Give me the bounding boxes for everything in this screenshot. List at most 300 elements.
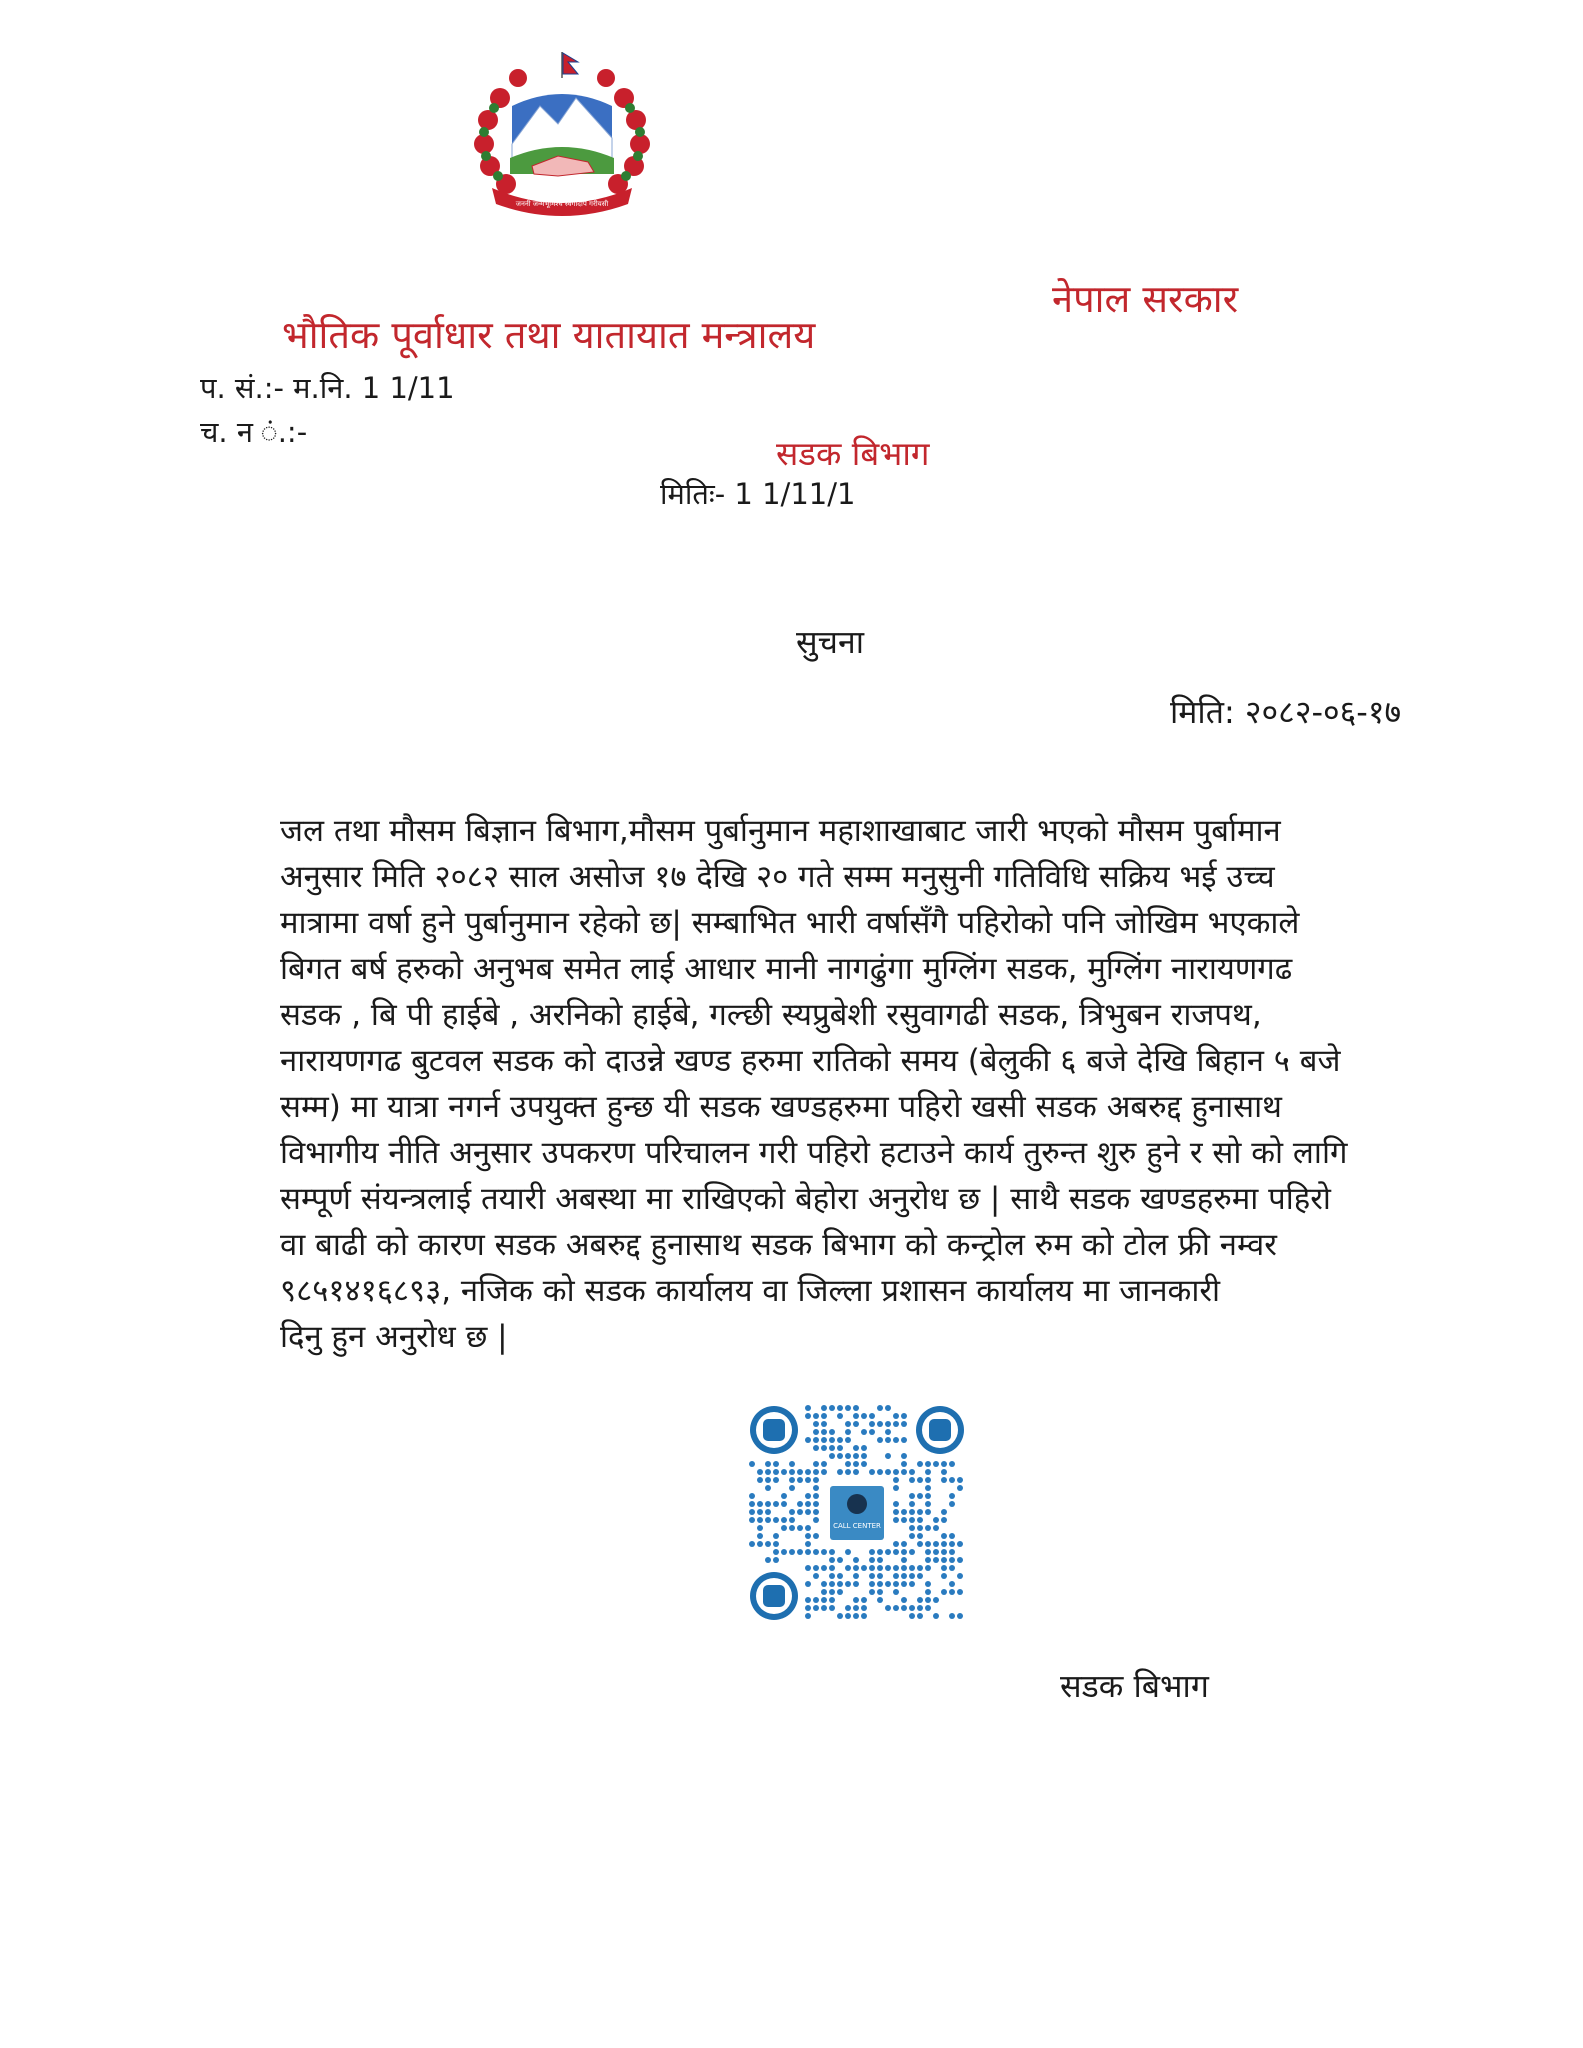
- qr-dot: [893, 1549, 899, 1555]
- qr-dot: [925, 1557, 931, 1563]
- qr-dot: [821, 1565, 827, 1571]
- qr-dot: [853, 1469, 859, 1475]
- qr-dot: [829, 1597, 835, 1603]
- qr-dot: [765, 1469, 771, 1475]
- qr-dot: [805, 1541, 811, 1547]
- qr-dot: [893, 1517, 899, 1523]
- qr-dot: [821, 1605, 827, 1611]
- qr-dot: [829, 1429, 835, 1435]
- qr-dot: [781, 1525, 787, 1531]
- qr-dot: [909, 1605, 915, 1611]
- qr-dot: [901, 1581, 907, 1587]
- qr-dot: [949, 1541, 955, 1547]
- qr-dot: [829, 1565, 835, 1571]
- qr-dot: [797, 1501, 803, 1507]
- reference-number: प. सं.:- म.नि. 1 1/11: [200, 371, 455, 405]
- qr-dot: [949, 1581, 955, 1587]
- qr-dot: [877, 1581, 883, 1587]
- qr-dot: [821, 1413, 827, 1419]
- qr-dot: [941, 1477, 947, 1483]
- qr-dot: [893, 1589, 899, 1595]
- qr-dot: [957, 1485, 963, 1491]
- qr-dot: [805, 1549, 811, 1555]
- qr-dot: [845, 1605, 851, 1611]
- qr-dot: [821, 1445, 827, 1451]
- qr-dot: [941, 1541, 947, 1547]
- qr-dot: [917, 1565, 923, 1571]
- qr-dot: [957, 1573, 963, 1579]
- qr-dot: [917, 1477, 923, 1483]
- qr-dot: [949, 1565, 955, 1571]
- qr-dot: [773, 1501, 779, 1507]
- qr-dot: [877, 1597, 883, 1603]
- qr-dot: [813, 1413, 819, 1419]
- qr-dot: [805, 1525, 811, 1531]
- qr-dot: [885, 1549, 891, 1555]
- qr-dot: [893, 1605, 899, 1611]
- qr-dot: [805, 1501, 811, 1507]
- qr-dot: [901, 1549, 907, 1555]
- qr-dot: [789, 1525, 795, 1531]
- qr-dot: [845, 1613, 851, 1619]
- qr-dot: [797, 1549, 803, 1555]
- qr-dot: [901, 1541, 907, 1547]
- qr-dot: [797, 1477, 803, 1483]
- qr-dot: [869, 1421, 875, 1427]
- qr-dot: [773, 1461, 779, 1467]
- qr-dot: [869, 1549, 875, 1555]
- qr-dot: [773, 1533, 779, 1539]
- qr-dot: [813, 1445, 819, 1451]
- qr-dot: [901, 1437, 907, 1443]
- qr-dot: [853, 1413, 859, 1419]
- qr-dot: [837, 1613, 843, 1619]
- qr-dot: [757, 1517, 763, 1523]
- body-line: सम्म) मा यात्रा नगर्न उपयुक्त हुन्छ यी सडक खण्डहरुमा पहिरो खसी सडक अबरुद्द हुनासाथ: [280, 1089, 1282, 1125]
- qr-dot: [933, 1597, 939, 1603]
- qr-dot: [853, 1605, 859, 1611]
- body-line: सम्पूर्ण संयन्त्रलाई तयारी अबस्था मा राखिएको बेहोरा अनुरोध छ | साथै सडक खण्डहरुमा पहिरो: [280, 1181, 1331, 1217]
- qr-dot: [877, 1469, 883, 1475]
- qr-dot: [837, 1469, 843, 1475]
- qr-dot: [781, 1469, 787, 1475]
- qr-dot: [853, 1613, 859, 1619]
- qr-dot: [837, 1589, 843, 1595]
- qr-dot: [885, 1469, 891, 1475]
- qr-dot: [765, 1461, 771, 1467]
- qr-dot: [869, 1581, 875, 1587]
- qr-dot: [757, 1469, 763, 1475]
- qr-dot: [949, 1589, 955, 1595]
- qr-dot: [909, 1525, 915, 1531]
- qr-dot: [893, 1565, 899, 1571]
- qr-dot: [837, 1445, 843, 1451]
- qr-dot: [829, 1573, 835, 1579]
- qr-dot: [757, 1509, 763, 1515]
- qr-dot: [917, 1605, 923, 1611]
- qr-dot: [917, 1509, 923, 1515]
- qr-dot: [813, 1477, 819, 1483]
- qr-dot: [861, 1613, 867, 1619]
- qr-dot: [901, 1469, 907, 1475]
- qr-dot: [901, 1517, 907, 1523]
- qr-dot: [821, 1589, 827, 1595]
- qr-dot: [885, 1565, 891, 1571]
- qr-dot: [773, 1541, 779, 1547]
- qr-dot: [909, 1573, 915, 1579]
- qr-dot: [749, 1493, 755, 1499]
- qr-dot: [901, 1605, 907, 1611]
- qr-dot: [909, 1549, 915, 1555]
- qr-dot: [829, 1581, 835, 1587]
- qr-dot: [853, 1461, 859, 1467]
- qr-dot: [917, 1517, 923, 1523]
- qr-dot: [821, 1437, 827, 1443]
- qr-dot: [909, 1565, 915, 1571]
- qr-dot: [765, 1485, 771, 1491]
- qr-dot: [813, 1533, 819, 1539]
- qr-dot: [821, 1405, 827, 1411]
- qr-dot: [885, 1605, 891, 1611]
- qr-dot: [797, 1469, 803, 1475]
- qr-dot: [829, 1437, 835, 1443]
- qr-dot: [893, 1413, 899, 1419]
- qr-dot: [925, 1597, 931, 1603]
- qr-dot: [957, 1589, 963, 1595]
- qr-dot: [949, 1493, 955, 1499]
- qr-dot: [941, 1517, 947, 1523]
- qr-dot: [797, 1509, 803, 1515]
- qr-dot: [941, 1549, 947, 1555]
- qr-dot: [837, 1413, 843, 1419]
- qr-dot: [781, 1501, 787, 1507]
- qr-dot: [901, 1461, 907, 1467]
- body-line: नारायणगढ बुटवल सडक को दाउन्ने खण्ड हरुमा रातिको समय (बेलुकी ६ बजे देखि बिहान ५ बजे: [280, 1043, 1341, 1079]
- qr-dot: [933, 1541, 939, 1547]
- qr-dot: [789, 1549, 795, 1555]
- qr-dot: [861, 1605, 867, 1611]
- qr-dot: [925, 1477, 931, 1483]
- qr-dot: [805, 1581, 811, 1587]
- qr-dot: [757, 1477, 763, 1483]
- qr-dot: [845, 1405, 851, 1411]
- qr-dot: [925, 1565, 931, 1571]
- qr-dot: [773, 1549, 779, 1555]
- qr-dot: [789, 1469, 795, 1475]
- body-line: जल तथा मौसम बिज्ञान बिभाग,मौसम पुर्बानुमान महाशाखाबाट जारी भएको मौसम पुर्बामान: [280, 813, 1281, 849]
- qr-dot: [933, 1557, 939, 1563]
- qr-dot: [877, 1405, 883, 1411]
- qr-dot: [749, 1517, 755, 1523]
- qr-dot: [893, 1477, 899, 1483]
- qr-dot: [829, 1445, 835, 1451]
- qr-dot: [805, 1405, 811, 1411]
- qr-dot: [781, 1517, 787, 1523]
- qr-dot: [845, 1565, 851, 1571]
- qr-dot: [893, 1509, 899, 1515]
- qr-dot: [813, 1421, 819, 1427]
- qr-dot: [925, 1501, 931, 1507]
- qr-dot: [789, 1485, 795, 1491]
- qr-dot: [829, 1453, 835, 1459]
- qr-dot: [781, 1549, 787, 1555]
- qr-dot: [813, 1437, 819, 1443]
- qr-dot: [909, 1533, 915, 1539]
- qr-dot: [821, 1469, 827, 1475]
- qr-dot: [909, 1501, 915, 1507]
- qr-dot: [837, 1557, 843, 1563]
- qr-dot: [845, 1549, 851, 1555]
- qr-dot: [805, 1565, 811, 1571]
- qr-dot: [925, 1509, 931, 1515]
- qr-dot: [877, 1557, 883, 1563]
- qr-dot: [789, 1517, 795, 1523]
- notice-date: मिति: २०८२-०६-१७: [1170, 693, 1402, 731]
- qr-dot: [877, 1573, 883, 1579]
- qr-dot: [893, 1573, 899, 1579]
- qr-dot: [885, 1453, 891, 1459]
- qr-dot: [949, 1501, 955, 1507]
- qr-dot: [789, 1477, 795, 1483]
- qr-dot: [813, 1461, 819, 1467]
- qr-dot: [885, 1581, 891, 1587]
- qr-dot: [925, 1493, 931, 1499]
- qr-dot: [813, 1501, 819, 1507]
- svg-text:जननी जन्मभूमिश्च स्वर्गादपि गर: जननी जन्मभूमिश्च स्वर्गादपि गरीयसी: [515, 200, 609, 208]
- qr-dot: [765, 1501, 771, 1507]
- qr-dot: [837, 1437, 843, 1443]
- qr-dot: [869, 1573, 875, 1579]
- qr-dot: [933, 1613, 939, 1619]
- qr-dot: [829, 1405, 835, 1411]
- qr-dot: [909, 1517, 915, 1523]
- qr-dot: [765, 1509, 771, 1515]
- qr-dot: [821, 1597, 827, 1603]
- government-heading: नेपाल सरकार: [1052, 277, 1239, 321]
- qr-dot: [749, 1541, 755, 1547]
- qr-dot: [901, 1573, 907, 1579]
- qr-dot: [949, 1613, 955, 1619]
- qr-dot: [805, 1477, 811, 1483]
- qr-dot: [829, 1589, 835, 1595]
- qr-dot: [925, 1469, 931, 1475]
- qr-dot: [765, 1541, 771, 1547]
- qr-dot: [901, 1413, 907, 1419]
- qr-label: CALL CENTER: [833, 1522, 881, 1530]
- qr-dot: [941, 1565, 947, 1571]
- qr-dot: [893, 1541, 899, 1547]
- qr-dot: [813, 1549, 819, 1555]
- qr-dot: [949, 1477, 955, 1483]
- qr-dot: [893, 1485, 899, 1491]
- qr-dot: [885, 1421, 891, 1427]
- qr-dot: [765, 1517, 771, 1523]
- qr-dot: [901, 1421, 907, 1427]
- qr-dot: [933, 1517, 939, 1523]
- qr-dot: [917, 1493, 923, 1499]
- qr-dot: [773, 1557, 779, 1563]
- qr-dot: [757, 1525, 763, 1531]
- qr-dot: [861, 1413, 867, 1419]
- qr-dot: [805, 1469, 811, 1475]
- qr-dot: [813, 1517, 819, 1523]
- body-line: विभागीय नीति अनुसार उपकरण परिचालन गरी पहिरो हटाउने कार्य तुरुन्त शुरु हुने र सो को लागि: [280, 1135, 1348, 1171]
- qr-dot: [925, 1461, 931, 1467]
- qr-dot: [933, 1549, 939, 1555]
- qr-dot: [909, 1477, 915, 1483]
- qr-dot: [813, 1565, 819, 1571]
- qr-dot: [837, 1581, 843, 1587]
- qr-dot: [813, 1469, 819, 1475]
- qr-dot: [853, 1573, 859, 1579]
- qr-dot: [957, 1541, 963, 1547]
- qr-dot: [845, 1453, 851, 1459]
- qr-dot: [813, 1429, 819, 1435]
- qr-dot: [925, 1549, 931, 1555]
- qr-dot: [845, 1429, 851, 1435]
- qr-dot: [885, 1429, 891, 1435]
- header-date: मितिः- 1 1/11/1: [660, 477, 856, 511]
- qr-dot: [893, 1421, 899, 1427]
- qr-dot: [853, 1597, 859, 1603]
- qr-dot: [877, 1549, 883, 1555]
- body-line: अनुसार मिति २०८२ साल असोज १७ देखि २० गते सम्म मनुसुनी गतिविधि सक्रिय भई उच्च: [280, 859, 1275, 895]
- qr-dot: [957, 1557, 963, 1563]
- qr-dot: [877, 1589, 883, 1595]
- qr-dot: [909, 1509, 915, 1515]
- qr-dot: [853, 1565, 859, 1571]
- qr-dot: [869, 1429, 875, 1435]
- qr-dot: [925, 1485, 931, 1491]
- qr-dot: [861, 1445, 867, 1451]
- qr-dot: [749, 1461, 755, 1467]
- qr-dot: [861, 1461, 867, 1467]
- qr-dot: [821, 1581, 827, 1587]
- body-line: सडक , बि पी हाईबे , अरनिको हाईबे, गल्छी स्यप्रुबेशी रसुवागढी सडक, त्रिभुबन राजपथ,: [280, 997, 1262, 1033]
- qr-dot: [821, 1461, 827, 1467]
- qr-dot: [821, 1549, 827, 1555]
- qr-dot: [837, 1453, 843, 1459]
- qr-dot: [797, 1525, 803, 1531]
- qr-dot: [861, 1453, 867, 1459]
- qr-dot: [933, 1461, 939, 1467]
- qr-dot: [845, 1421, 851, 1427]
- qr-dot: [949, 1533, 955, 1539]
- qr-dot: [909, 1469, 915, 1475]
- qr-dot: [749, 1509, 755, 1515]
- qr-dot: [925, 1605, 931, 1611]
- qr-dot: [901, 1453, 907, 1459]
- qr-dot: [757, 1533, 763, 1539]
- qr-dot: [901, 1557, 907, 1563]
- qr-dot: [893, 1501, 899, 1507]
- qr-dot: [749, 1501, 755, 1507]
- qr-dot: [917, 1525, 923, 1531]
- qr-dot: [805, 1509, 811, 1515]
- qr-dot: [893, 1469, 899, 1475]
- qr-dot: [901, 1597, 907, 1603]
- qr-dot: [853, 1405, 859, 1411]
- qr-dot: [941, 1573, 947, 1579]
- qr-dot: [869, 1413, 875, 1419]
- body-line: दिनु हुन अनुरोध छ |: [280, 1319, 508, 1355]
- qr-dot: [845, 1461, 851, 1467]
- qr-dot: [773, 1469, 779, 1475]
- qr-dot: [813, 1509, 819, 1515]
- qr-dot: [853, 1557, 859, 1563]
- qr-dot: [909, 1581, 915, 1587]
- qr-dot: [917, 1597, 923, 1603]
- qr-dot: [845, 1437, 851, 1443]
- qr-dot: [949, 1557, 955, 1563]
- qr-dot: [805, 1493, 811, 1499]
- qr-dot: [829, 1605, 835, 1611]
- body-line: वा बाढी को कारण सडक अबरुद्द हुनासाथ सडक बिभाग को कन्ट्रोल रुम को टोल फ्री नम्वर: [280, 1227, 1277, 1263]
- qr-dot: [821, 1421, 827, 1427]
- qr-dot: [773, 1477, 779, 1483]
- qr-dot: [877, 1421, 883, 1427]
- qr-dot: [813, 1597, 819, 1603]
- qr-dot: [901, 1509, 907, 1515]
- qr-dot: [861, 1429, 867, 1435]
- qr-dot: [941, 1509, 947, 1515]
- qr-dot: [805, 1533, 811, 1539]
- qr-dot: [821, 1429, 827, 1435]
- qr-dot: [757, 1501, 763, 1507]
- qr-dot: [813, 1573, 819, 1579]
- department-heading: सडक बिभाग: [776, 434, 930, 473]
- qr-dot: [885, 1437, 891, 1443]
- qr-dot: [805, 1437, 811, 1443]
- qr-dot: [917, 1613, 923, 1619]
- qr-dot: [853, 1581, 859, 1587]
- ministry-heading: भौतिक पूर्वाधार तथा यातायात मन्त्रालय: [282, 313, 816, 357]
- qr-dot: [933, 1525, 939, 1531]
- dispatch-number: च. न ं.:-: [200, 415, 308, 449]
- qr-dot: [917, 1573, 923, 1579]
- qr-dot: [949, 1461, 955, 1467]
- qr-dot: [941, 1461, 947, 1467]
- qr-dot: [813, 1605, 819, 1611]
- qr-dot: [869, 1469, 875, 1475]
- qr-dot: [837, 1573, 843, 1579]
- qr-dot: [925, 1589, 931, 1595]
- qr-code[interactable]: [748, 1404, 966, 1622]
- qr-dot: [957, 1613, 963, 1619]
- qr-dot: [901, 1565, 907, 1571]
- qr-dot: [909, 1493, 915, 1499]
- qr-dot: [949, 1549, 955, 1555]
- qr-dot: [941, 1533, 947, 1539]
- qr-dot: [805, 1597, 811, 1603]
- qr-dot: [845, 1469, 851, 1475]
- qr-dot: [813, 1485, 819, 1491]
- signature-department: सडक बिभाग: [1060, 1667, 1209, 1705]
- headset-icon: [847, 1494, 867, 1514]
- qr-dot: [813, 1493, 819, 1499]
- qr-dot: [757, 1541, 763, 1547]
- qr-dot: [885, 1405, 891, 1411]
- qr-dot: [893, 1437, 899, 1443]
- qr-dot: [861, 1565, 867, 1571]
- qr-dot: [877, 1437, 883, 1443]
- qr-dot: [917, 1461, 923, 1467]
- body-line: मात्रामा वर्षा हुने पुर्बानुमान रहेको छ| सम्बाभित भारी वर्षासँगै पहिरोको पनि जोखिम भएकाले: [280, 905, 1300, 941]
- qr-dot: [925, 1541, 931, 1547]
- qr-dot: [925, 1581, 931, 1587]
- qr-dot: [869, 1589, 875, 1595]
- qr-dot: [805, 1613, 811, 1619]
